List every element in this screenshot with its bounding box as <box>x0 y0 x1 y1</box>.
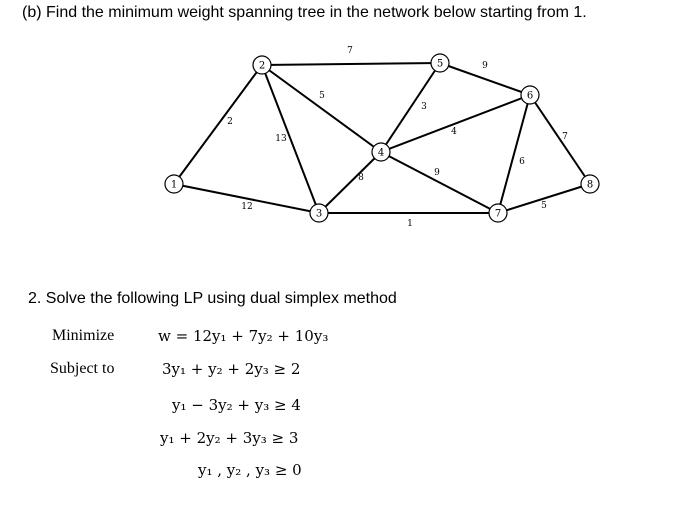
edge-weight-3-7: 1 <box>407 219 413 229</box>
edge-weight-6-8: 7 <box>562 132 568 142</box>
node-8 <box>581 175 599 193</box>
edge-weight-1-3: 12 <box>241 202 253 212</box>
question-b-title: (b) Find the minimum weight spanning tree in the network below starting from 1. <box>22 4 587 21</box>
edge-weight-4-6: 4 <box>451 127 457 137</box>
edge-weight-3-4: 8 <box>358 173 364 183</box>
nonnegativity-constraint: y₁ , y₂ , y₃ ≥ 0 <box>198 461 302 479</box>
node-label-2: 2 <box>258 60 266 72</box>
edge-4-7 <box>381 152 498 213</box>
edge-2-5 <box>262 63 440 65</box>
edge-weight-4-5: 3 <box>421 102 427 112</box>
node-label-6: 6 <box>526 90 534 102</box>
node-1 <box>165 175 183 193</box>
node-label-5: 5 <box>436 58 444 70</box>
constraint-3: y₁ + 2y₂ + 3y₃ ≥ 3 <box>160 429 299 447</box>
node-7 <box>489 204 507 222</box>
node-label-4: 4 <box>377 147 385 159</box>
edge-3-4 <box>319 152 381 213</box>
minimize-label: Minimize <box>52 327 115 344</box>
constraint-2: y₁ − 3y₂ + y₃ ≥ 4 <box>172 396 301 414</box>
edge-6-8 <box>530 95 590 184</box>
edge-weight-7-8: 5 <box>541 201 547 211</box>
edge-weight-5-6: 9 <box>482 61 488 71</box>
objective-function: w = 12y₁ + 7y₂ + 10y₃ <box>158 327 329 345</box>
question-2-title: 2. Solve the following LP using dual simplex method <box>28 290 397 307</box>
edge-1-2 <box>174 65 262 184</box>
node-2 <box>253 56 271 74</box>
edge-weight-2-4: 5 <box>319 91 325 101</box>
node-6 <box>521 86 539 104</box>
edge-4-5 <box>381 63 440 152</box>
edge-weight-2-5: 7 <box>347 46 353 56</box>
edge-6-7 <box>498 95 530 213</box>
subject-to-label: Subject to <box>50 360 115 377</box>
node-label-1: 1 <box>170 179 178 191</box>
node-4 <box>372 143 390 161</box>
node-label-8: 8 <box>586 179 594 191</box>
node-label-7: 7 <box>494 208 502 220</box>
edge-weight-6-7: 6 <box>519 157 525 167</box>
edge-2-3 <box>262 65 319 213</box>
edge-weight-1-2: 2 <box>227 117 233 127</box>
edge-4-6 <box>381 95 530 152</box>
node-label-3: 3 <box>315 208 323 220</box>
node-5 <box>431 54 449 72</box>
edge-weight-2-3: 13 <box>275 134 287 144</box>
constraint-1: 3y₁ + y₂ + 2y₃ ≥ 2 <box>162 360 301 378</box>
edge-weight-4-7: 9 <box>434 168 440 178</box>
node-3 <box>310 204 328 222</box>
